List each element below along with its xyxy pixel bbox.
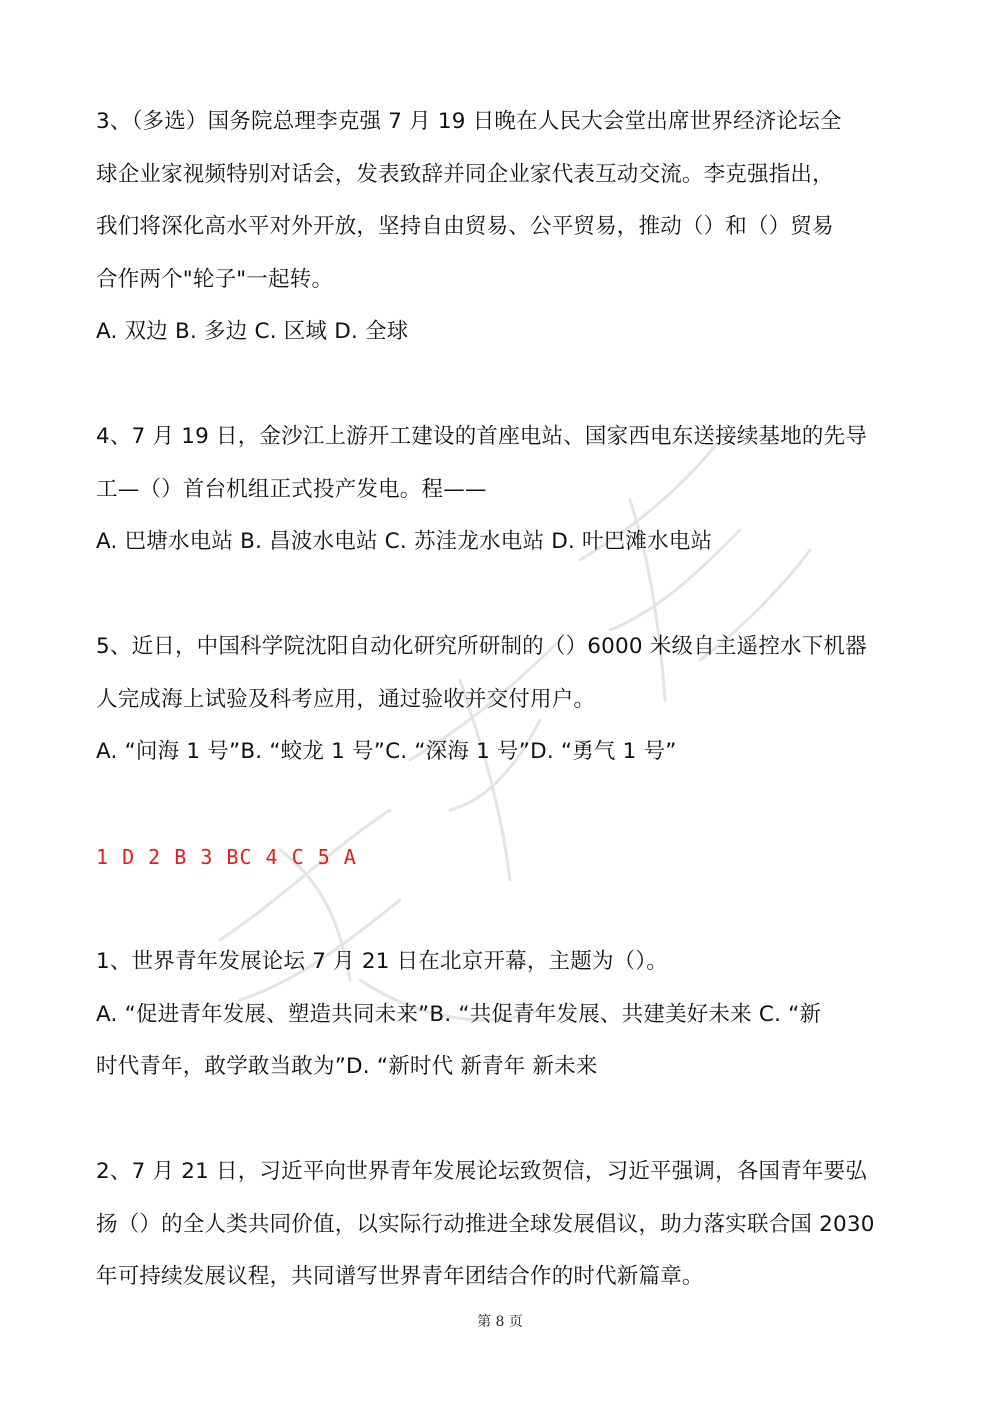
spacer — [96, 1094, 908, 1147]
question-options: A. “问海 1 号”B. “蛟龙 1 号”C. “深海 1 号”D. “勇气 1 号” — [96, 739, 677, 764]
answer-key: 1 D 2 B 3 BC 4 C 5 A — [96, 845, 357, 869]
question-2 — [96, 1146, 908, 1304]
question-text-line: 5、近日，中国科学院沈阳自动化研究所研制的（）6000 米级自主遥控水下机器 — [96, 634, 867, 659]
question-text-line: 2、7 月 21 日，习近平向世界青年发展论坛致贺信，习近平强调，各国青年要弘 — [96, 1159, 868, 1184]
question-options: A. 双边 B. 多边 C. 区域 D. 全球 — [96, 319, 409, 344]
question-3 — [96, 96, 908, 359]
question-text-line: 球企业家视频特别对话会，发表致辞并同企业家代表互动交流。李克强指出， — [96, 161, 834, 187]
page-number: 第 8 页 — [477, 1314, 523, 1330]
question-text-line: 我们将深化高水平对外开放，坚持自由贸易、公平贸易，推动（）和（）贸易 — [96, 214, 834, 239]
question-text-line: 年可持续发展议程，共同谱写世界青年团结合作的时代新篇章。 — [96, 1264, 704, 1289]
spacer — [96, 569, 908, 622]
question-text-line: 合作两个"轮子"一起转。 — [96, 266, 334, 292]
question-1 — [96, 936, 908, 1094]
question-text-line: 扬（）的全人类共同价值，以实际行动推进全球发展倡议，助力落实联合国 2030 — [96, 1211, 875, 1237]
spacer — [96, 779, 908, 832]
question-4 — [96, 411, 908, 569]
spacer — [96, 359, 908, 412]
question-text-line: 4、7 月 19 日，金沙江上游开工建设的首座电站、国家西电东送接续基地的先导 — [96, 424, 868, 449]
question-text-line: 1、世界青年发展论坛 7 月 21 日在北京开幕，主题为（）。 — [96, 949, 669, 974]
question-5 — [96, 621, 908, 779]
spacer — [96, 884, 908, 937]
question-text-line: 3、（多选）国务院总理李克强 7 月 19 日晚在人民大会堂出席世界经济论坛全 — [96, 109, 842, 134]
question-text-line: 工—（）首台机组正式投产发电。程—— — [96, 476, 487, 502]
document-body — [96, 96, 908, 1304]
question-options: A. “促进青年发展、塑造共同未来”B. “共促青年发展、共建美好未来 C. “新 — [96, 1001, 822, 1027]
question-options: A. 巴塘水电站 B. 昌波水电站 C. 苏洼龙水电站 D. 叶巴滩水电站 — [96, 529, 713, 554]
question-options: 时代青年，敢学敢当敢为”D. “新时代 新青年 新未来 — [96, 1054, 598, 1079]
question-text-line: 人完成海上试验及科考应用，通过验收并交付用户。 — [96, 686, 596, 712]
